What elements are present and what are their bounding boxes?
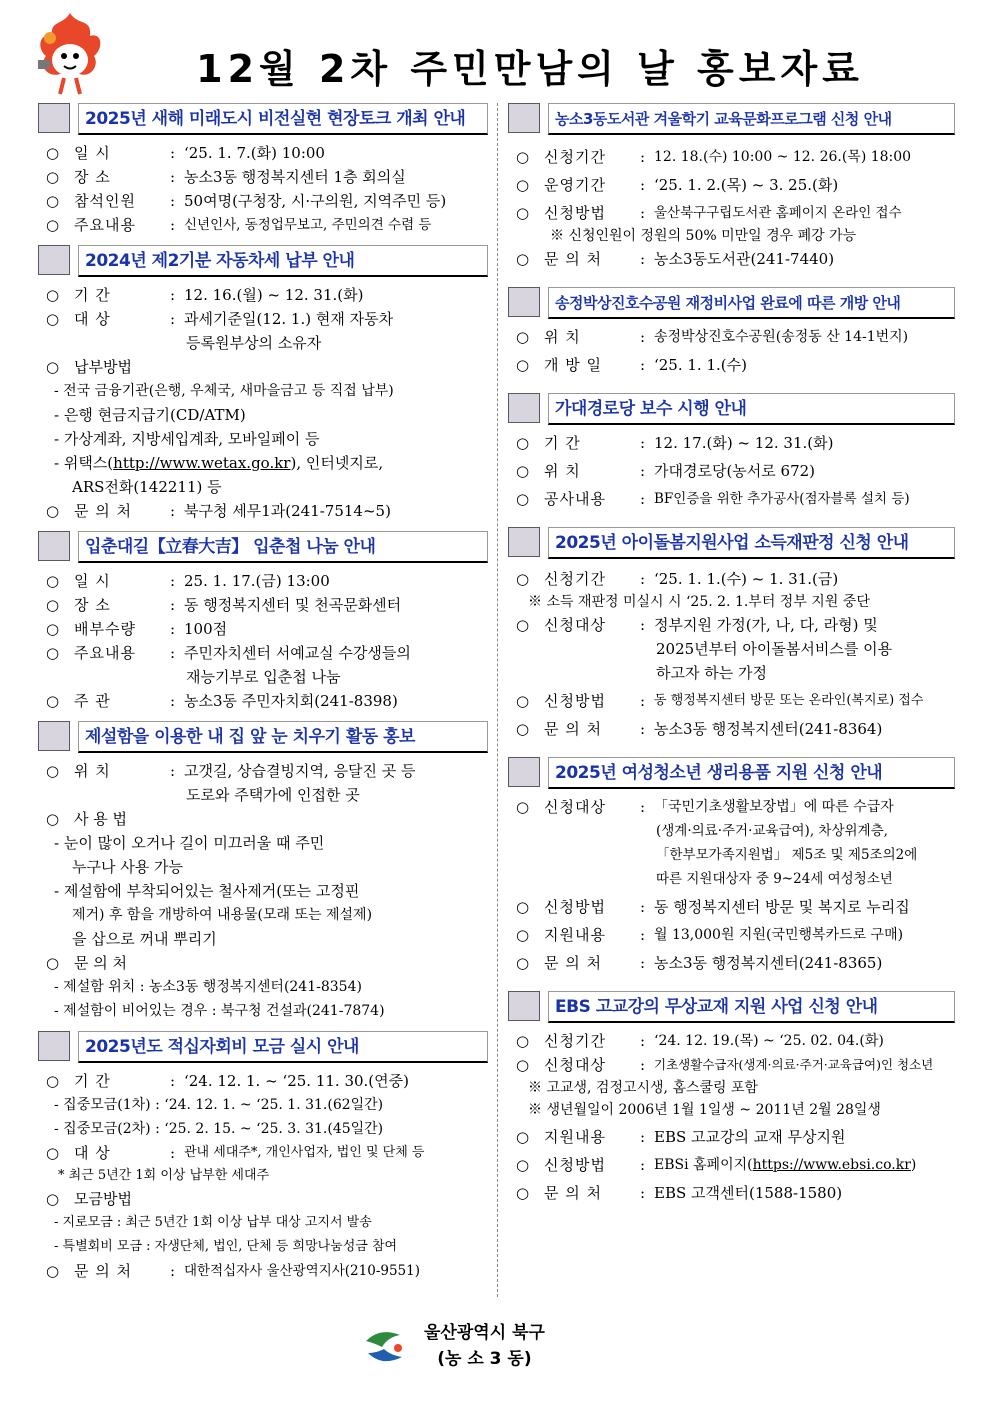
section-lake-park xyxy=(508,287,955,377)
section-title: 제설함을 이용한 내 집 앞 눈 치우기 활동 홍보 xyxy=(78,721,488,753)
info-row: ○ 주요내용 : 주민자치센터 서예교실 수강생들의 xyxy=(46,644,411,662)
info-row: ○ 일 시 : ‘25. 1. 7.(화) 10:00 xyxy=(46,144,325,162)
usage-item-continuation: 제거) 후 함을 개방하여 내용물(모래 또는 제설제) xyxy=(72,907,373,923)
info-row: ○ 신청방법 : EBSi 홈페이지(https://www.ebsi.co.kr) xyxy=(516,1156,917,1174)
info-row: ○ 신청기간 : ‘24. 12. 19.(목) ~ ‘25. 02. 04.(화) xyxy=(516,1032,884,1050)
section-senior-center xyxy=(508,393,955,511)
method-item: - 위택스(http://www.wetax.go.kr), 인터넷지로, xyxy=(54,454,384,472)
contact-item: - 제설함 위치 : 농소3동 행정복지센터(241-8354) xyxy=(54,979,362,995)
info-row: ○ 신청대상 : 기초생활수급자(생계·의료·주거·교육급여)인 청소년 xyxy=(516,1056,934,1074)
info-row: ○ 사 용 법 xyxy=(46,810,128,828)
column-divider xyxy=(497,103,498,1297)
info-row-continuation: 2025년부터 아이돌봄서비스를 이용 xyxy=(656,640,893,658)
section-marker xyxy=(38,1031,70,1061)
info-row: ○ 신청대상 : 정부지원 가정(가, 나, 다, 라형) 및 xyxy=(516,616,878,634)
note: ※ 소득 재판정 미실시 시 ‘25. 2. 1.부터 정부 지원 중단 xyxy=(528,594,870,610)
info-row: ○ 공사내용 : BF인증을 위한 추가공사(점자블록 설치 등) xyxy=(516,490,910,508)
mascot-logo xyxy=(30,8,110,98)
info-row: ○ 문 의 처 : 농소3동 행정복지센터(241-8364) xyxy=(516,720,883,738)
note: ※ 생년월일이 2006년 1월 1일생 ~ 2011년 2월 28일생 xyxy=(528,1102,881,1118)
method-item-continuation: ARS전화(142211) 등 xyxy=(72,478,222,496)
section-marker xyxy=(508,287,540,317)
footer-dong: (농 소 3 동) xyxy=(437,1349,532,1369)
note: * 최근 5년간 1회 이상 납부한 세대주 xyxy=(58,1168,270,1183)
section-marker xyxy=(38,531,70,561)
section-title: 2025년도 적십자회비 모금 실시 안내 xyxy=(78,1031,488,1063)
info-row: ○ 신청기간 : 12. 18.(수) 10:00 ~ 12. 26.(목) 18:00 xyxy=(516,148,912,166)
section-marker xyxy=(38,721,70,751)
wetax-link[interactable]: http://www.wetax.go.kr xyxy=(113,454,291,472)
method-item: - 가상계좌, 지방세입계좌, 모바일페이 등 xyxy=(54,430,320,448)
info-row: ○ 위 치 : 고갯길, 상습결빙지역, 응달진 곳 등 xyxy=(46,762,416,780)
section-vision-talk xyxy=(38,103,488,237)
info-row: ○ 문 의 처 : 북구청 세무1과(241-7514~5) xyxy=(46,502,391,520)
footer-org: 울산광역시 북구 xyxy=(424,1323,545,1343)
info-row: ○ 문 의 처 : 농소3동도서관(241-7440) xyxy=(516,250,835,268)
info-row: ○ 기 간 : 12. 17.(화) ~ 12. 31.(화) xyxy=(516,434,834,452)
section-marker xyxy=(508,757,540,787)
info-row: ○ 대 상 : 관내 세대주*, 개인사업자, 법인 및 단체 등 xyxy=(46,1144,425,1162)
section-title: 입춘대길【立春大吉】 입춘첩 나눔 안내 xyxy=(78,531,488,563)
info-row-continuation: 따른 지원대상자 중 9~24세 여성청소년 xyxy=(656,871,893,887)
info-row-continuation: 「한부모가족지원법」 제5조 및 제5조의2에 xyxy=(656,847,918,863)
method-item: - 지로모금 : 최근 5년간 1회 이상 납부 대상 고지서 발송 xyxy=(54,1215,372,1230)
method-item: - 특별회비 모금 : 자생단체, 법인, 단체 등 희망나눔성금 참여 xyxy=(54,1239,398,1254)
info-row: ○ 배부수량 : 100점 xyxy=(46,620,228,638)
info-row-continuation: 재능기부로 입춘첩 나눔 xyxy=(186,668,341,686)
ebsi-link[interactable]: https://www.ebsi.co.kr xyxy=(752,1157,911,1173)
section-marker xyxy=(508,527,540,557)
info-row: ○ 기 간 : 12. 16.(월) ~ 12. 31.(화) xyxy=(46,286,364,304)
info-row: ○ 운영기간 : ‘25. 1. 2.(목) ~ 3. 25.(화) xyxy=(516,176,839,194)
note: ※ 신청인원이 정원의 50% 미만일 경우 폐강 가능 xyxy=(550,228,857,244)
section-ipchun xyxy=(38,531,488,713)
info-row: ○ 개 방 일 : ‘25. 1. 1.(수) xyxy=(516,356,747,374)
contact-item: - 제설함이 비어있는 경우 : 북구청 건설과(241-7874) xyxy=(54,1003,385,1019)
info-row-continuation: 도로와 주택가에 인접한 곳 xyxy=(186,786,360,804)
section-red-cross xyxy=(38,1031,488,1283)
method-item: - 전국 금융기관(은행, 우체국, 새마을금고 등 직접 납부) xyxy=(54,383,394,399)
info-row: ○ 신청기간 : ‘25. 1. 1.(수) ~ 1. 31.(금) xyxy=(516,570,839,588)
info-row: ○ 신청방법 : 울산북구구립도서관 홈페이지 온라인 접수 xyxy=(516,204,902,222)
section-marker xyxy=(508,103,540,133)
info-row-continuation: 등록원부상의 소유자 xyxy=(186,334,322,352)
section-ebs xyxy=(508,991,955,1205)
usage-item-continuation: 을 삽으로 꺼내 뿌리기 xyxy=(72,930,217,948)
section-title: 2024년 제2기분 자동차세 납부 안내 xyxy=(78,245,488,277)
info-row: ○ 문 의 처 xyxy=(46,954,128,972)
section-title: 2025년 새해 미래도시 비전실현 현장토크 개최 안내 xyxy=(78,103,488,135)
info-row: ○ 지원내용 : EBS 고교강의 교재 무상지원 xyxy=(516,1128,846,1146)
section-title: EBS 고교강의 무상교재 지원 사업 신청 안내 xyxy=(548,991,955,1023)
method-item: - 은행 현금지급기(CD/ATM) xyxy=(54,406,246,424)
info-row: ○ 주 관 : 농소3동 주민자치회(241-8398) xyxy=(46,692,398,710)
info-row: ○ 신청방법 : 동 행정복지센터 방문 또는 온라인(복지로) 접수 xyxy=(516,692,924,710)
info-row: ○ 장 소 : 동 행정복지센터 및 천곡문화센터 xyxy=(46,596,402,614)
right-column xyxy=(508,103,955,1213)
info-row: ○ 위 치 : 송정박상진호수공원(송정동 산 14-1번지) xyxy=(516,328,909,346)
section-title: 가대경로당 보수 시행 안내 xyxy=(548,393,955,425)
bukgu-emblem-icon xyxy=(360,1321,410,1371)
section-library xyxy=(508,103,955,271)
info-row: ○ 장 소 : 농소3동 행정복지센터 1층 회의실 xyxy=(46,168,406,186)
info-row-continuation: 하고자 하는 가정 xyxy=(656,664,767,682)
period-item: - 집중모금(2차) : ‘25. 2. 15. ~ ‘25. 3. 31.(45일간) xyxy=(54,1121,384,1137)
footer xyxy=(360,1320,545,1372)
info-row-continuation: (생계·의료·주거·교육급여), 차상위계층, xyxy=(656,823,888,839)
usage-item: - 제설함에 부착되어있는 철사제거(또는 고정핀 xyxy=(54,882,360,900)
left-column xyxy=(38,103,488,1291)
info-row: ○ 문 의 처 : 농소3동 행정복지센터(241-8365) xyxy=(516,954,883,972)
info-row: ○ 납부방법 xyxy=(46,358,132,376)
info-row: ○ 주요내용 : 신년인사, 동정업무보고, 주민의견 수렴 등 xyxy=(46,216,432,234)
section-title: 송정박상진호수공원 재정비사업 완료에 따른 개방 안내 xyxy=(548,287,955,319)
section-title: 2025년 여성청소년 생리용품 지원 신청 안내 xyxy=(548,757,955,789)
info-row: ○ 참석인원 : 50여명(구청장, 시·구의원, 지역주민 등) xyxy=(46,192,447,210)
section-marker xyxy=(38,245,70,275)
section-title: 2025년 아이돌봄지원사업 소득재판정 신청 안내 xyxy=(548,527,955,559)
info-row: ○ 신청대상 : 「국민기초생활보장법」에 따른 수급자 xyxy=(516,798,894,816)
usage-item: - 눈이 많이 오거나 길이 미끄러울 때 주민 xyxy=(54,834,325,852)
info-row: ○ 대 상 : 과세기준일(12. 1.) 현재 자동차 xyxy=(46,310,394,328)
info-row: ○ 지원내용 : 월 13,000원 지원(국민행복카드로 구매) xyxy=(516,926,904,944)
note: ※ 고교생, 검정고시생, 홈스쿨링 포함 xyxy=(528,1080,759,1096)
info-row: ○ 기 간 : ‘24. 12. 1. ~ ‘25. 11. 30.(연중) xyxy=(46,1072,409,1090)
info-row: ○ 위 치 : 가대경로당(농서로 672) xyxy=(516,462,816,480)
info-row: ○ 문 의 처 : 대한적십자사 울산광역지사(210-9551) xyxy=(46,1262,421,1280)
period-item: - 집중모금(1차) : ‘24. 12. 1. ~ ‘25. 1. 31.(62일간) xyxy=(54,1097,384,1113)
section-marker xyxy=(38,103,70,133)
section-marker xyxy=(508,393,540,423)
section-childcare xyxy=(508,527,955,741)
section-snow-removal xyxy=(38,721,488,1023)
section-sanitary-products xyxy=(508,757,955,975)
info-row: ○ 모금방법 xyxy=(46,1190,132,1208)
info-row: ○ 일 시 : 25. 1. 17.(금) 13:00 xyxy=(46,572,330,590)
info-row: ○ 신청방법 : 동 행정복지센터 방문 및 복지로 누리집 xyxy=(516,898,910,916)
info-row: ○ 문 의 처 : EBS 고객센터(1588-1580) xyxy=(516,1184,843,1202)
section-car-tax xyxy=(38,245,488,523)
section-title: 농소3동도서관 겨울학기 교육문화프로그램 신청 안내 xyxy=(548,103,955,135)
page-title: 12월 2차 주민만남의 날 홍보자료 xyxy=(196,47,864,91)
section-marker xyxy=(508,991,540,1021)
usage-item-continuation: 누구나 사용 가능 xyxy=(72,858,183,876)
